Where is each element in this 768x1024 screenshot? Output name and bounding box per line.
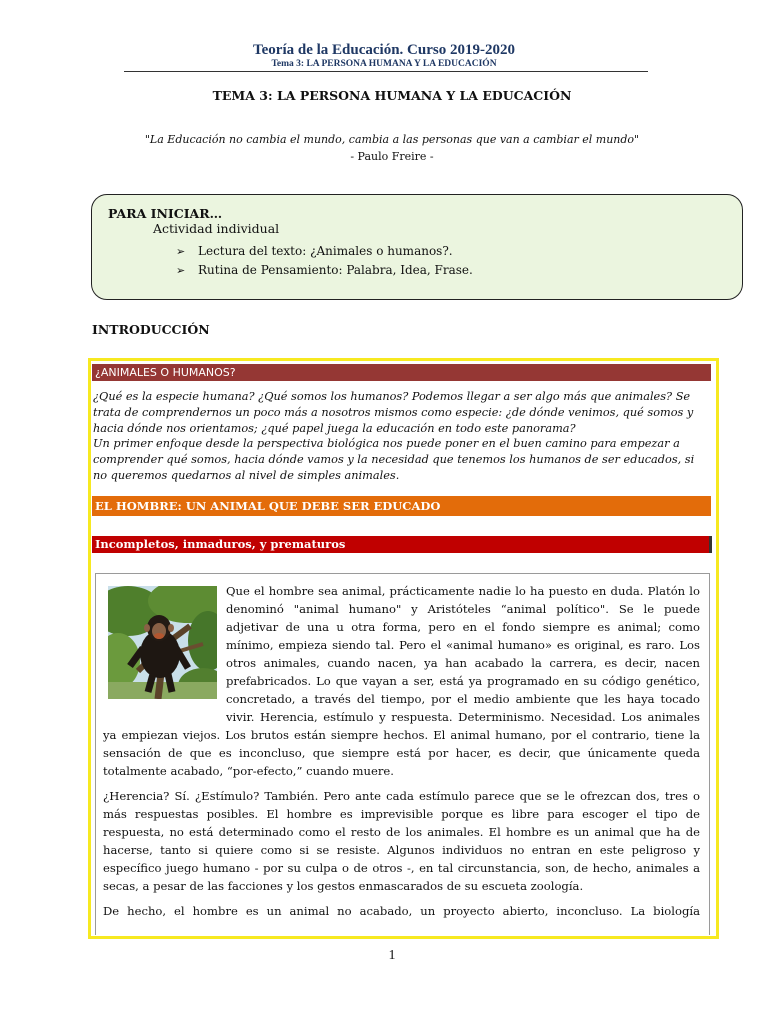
text-line: específico juego humano - por su culpa o de otros -, en tal circunstancia, son, de hecho, animales a [103, 861, 700, 875]
text-line: secas, a pesar de las facciones y los gestos enmascarados de su escueta zoología. [103, 879, 584, 893]
arrow-bullet-icon: ➢ [176, 245, 186, 258]
chimpanzee-photo [108, 586, 217, 699]
page-title: TEMA 3: LA PERSONA HUMANA Y LA EDUCACIÓN [212, 88, 572, 103]
start-box-title: PARA INICIAR… [108, 206, 223, 221]
text-line: totalmente acabado, “por-efecto,” cuando muere. [103, 764, 394, 778]
header-title: Teoría de la Educación. Curso 2019-2020 [253, 42, 515, 58]
text-line: mínimo, empieza siendo tal. Pero el «animal humano» es original, es raro. Los [226, 638, 700, 652]
activity-bullet [176, 263, 473, 277]
animales-intro-text [93, 389, 714, 484]
text-line: ya empiezan viejos. Los brutos están siempre hechos. El animal humano, por el contrario, tiene la [103, 728, 700, 742]
text-line: vivir. Herencia, estímulo y respuesta. Determinismo. Necesidad. Los animales [226, 710, 700, 724]
section-bar-incompletos: Incompletos, inmaduros, y prematuros [92, 536, 709, 553]
quote-text: "La Educación no cambia el mundo, cambia a las personas que van a cambiar el mundo" [144, 133, 640, 146]
text-line: ¿Qué es la especie humana? ¿Qué somos los humanos? Podemos llegar a ser algo más que animales? Se [93, 390, 691, 403]
text-line: Un primer enfoque desde la perspectiva biológica nos puede poner en el buen camino para empezar a [93, 437, 680, 451]
text-line: concretado, a través del tiempo, por el medio ambiente que les haya tocado [226, 692, 700, 706]
bullet-text: Lectura del texto: ¿Animales o humanos?. [198, 244, 453, 258]
text-line: trata de comprendernos un poco más a nosotros mismos como especie: ¿de dónde venimos, qué somos y [93, 405, 694, 419]
text-line: hacia dónde nos orientamos; ¿qué papel juega la educación en todo este panorama? [93, 421, 576, 435]
section-bar-animales: ¿ANIMALES O HUMANOS? [92, 364, 711, 381]
text-line: comprender qué somos, hacia dónde vamos y la necesidad que tenemos los humanos de ser educados, si [93, 453, 695, 467]
section-bar-hombre: EL HOMBRE: UN ANIMAL QUE DEBE SER EDUCADO [92, 496, 711, 516]
activity-bullet [176, 244, 453, 258]
text-line: otros animales, cuando nacen, ya han acabado la carrera, es decir, nacen [226, 656, 700, 670]
text-line: denominó "animal humano" y Aristóteles “animal político". Se le puede [226, 602, 700, 616]
start-box-subtitle: Actividad individual [153, 221, 280, 236]
text-line: hacerse, tanto si quiere como si se resiste. Algunos individuos no entran en este peligroso y [103, 843, 700, 857]
text-line: más respuestas posibles. El hombre es imprevisible porque es libre para escoger el tipo de [103, 807, 700, 821]
text-line: no queremos quedarnos al nivel de simples animales. [93, 468, 400, 482]
text-line: respuesta, no está determinado como el resto de los animales. El hombre es un animal que ha de [103, 825, 700, 839]
text-line: ¿Herencia? Sí. ¿Estímulo? También. Pero ante cada estímulo parece que se le ofrezcan dos, tres o [103, 789, 700, 803]
page-number: 1 [388, 948, 396, 963]
text-line: Que el hombre sea animal, prácticamente nadie lo ha puesto en duda. Platón lo [226, 584, 700, 598]
quote-author: - Paulo Freire - [350, 150, 434, 163]
header-divider [124, 71, 648, 72]
bullet-text: Rutina de Pensamiento: Palabra, Idea, Frase. [198, 263, 473, 277]
header-subtitle: Tema 3: LA PERSONA HUMANA Y LA EDUCACIÓN [271, 59, 497, 69]
section-heading-introduccion: INTRODUCCIÓN [92, 322, 210, 337]
text-line: prefabricados. Lo que vayan a ser, está ya programado en su código genético, [226, 674, 700, 688]
text-line: De hecho, el hombre es un animal no acabado, un proyecto abierto, inconcluso. La biología [103, 904, 700, 918]
arrow-bullet-icon: ➢ [176, 264, 186, 277]
text-line: sensación de que es inconcluso, que siempre está por hacer, es decir, que únicamente queda [103, 746, 700, 760]
bar-edge-mark [709, 536, 712, 553]
text-line: adjetivar de una u otra forma, pero en el fondo siempre es animal; como [226, 620, 700, 634]
